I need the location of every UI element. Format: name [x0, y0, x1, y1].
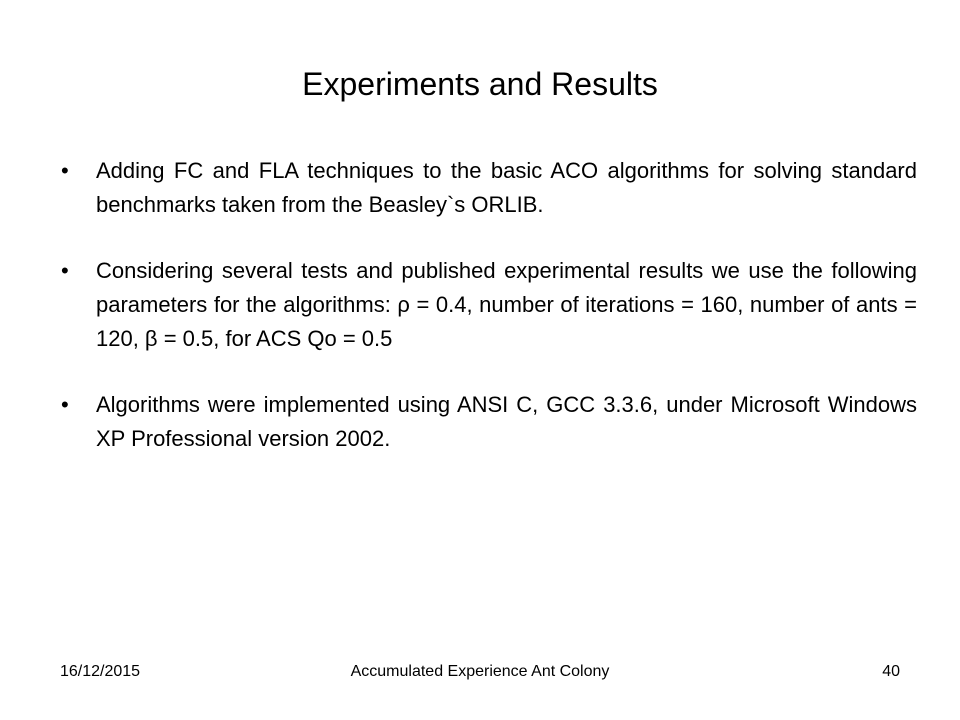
bullet-icon: •: [61, 158, 69, 183]
footer-page-number: 40: [882, 663, 900, 680]
bullet-icon: •: [61, 392, 69, 417]
bullet-text: Adding FC and FLA techniques to the basic ACO algorithms for solving standard benchmarks taken from the Beasley`s ORLIB.: [96, 158, 917, 217]
bullet-text: Algorithms were implemented using ANSI C, GCC 3.3.6, under Microsoft Windows XP Professional version 2002.: [96, 392, 917, 451]
bullet-icon: •: [61, 258, 69, 283]
bullet-list: [61, 154, 917, 488]
bullet-text: Considering several tests and published experimental results we use the following parameters for the algorithms: ρ = 0.4, number of iterations = 160, number of ants = 120, β = 0.5, for ACS Qo = 0.5: [96, 258, 917, 351]
footer-date: 16/12/2015: [60, 663, 141, 680]
bullet-item-parameters: [61, 254, 917, 356]
bullet-item-implementation: [61, 388, 917, 456]
footer-presentation-title: Accumulated Experience Ant Colony: [350, 663, 610, 680]
slide-title: Experiments and Results: [302, 66, 658, 102]
bullet-item-benchmarks: [61, 154, 917, 222]
